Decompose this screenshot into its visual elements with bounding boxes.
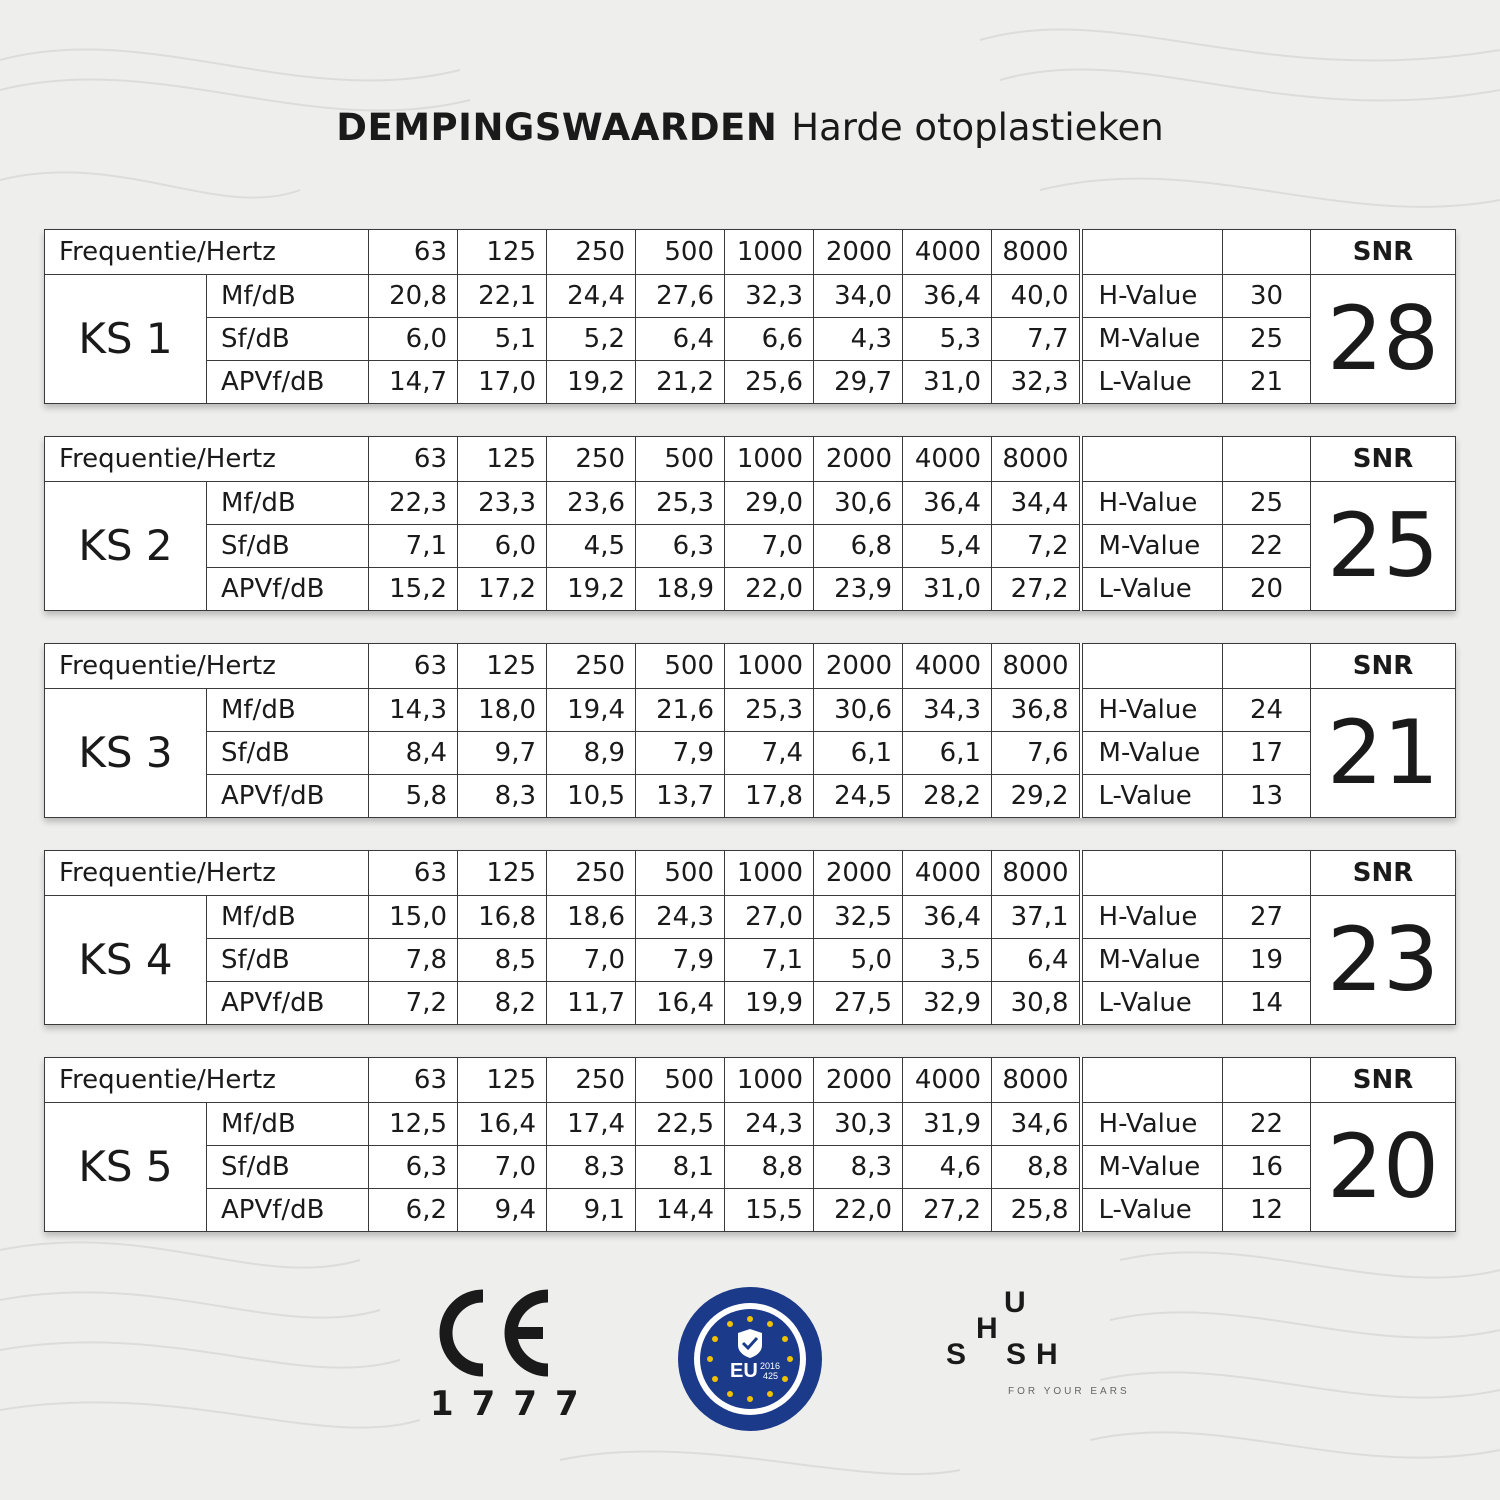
attenuation-value: 17,0 [458,361,547,404]
attenuation-table [44,1057,1456,1232]
snr-value: 23 [1311,896,1456,1025]
attenuation-value: 27,5 [814,982,903,1025]
value-label: M-Value [1081,318,1223,361]
value-num-header-blank [1223,644,1311,689]
attenuation-value: 30,3 [814,1103,903,1146]
attenuation-value: 13,7 [636,775,725,818]
snr-label: SNR [1311,644,1456,689]
snr-label: SNR [1311,1058,1456,1103]
row-label: Mf/dB [207,689,369,732]
freq-header: Frequentie/Hertz [45,644,369,689]
freq-value: 2000 [814,437,903,482]
freq-header: Frequentie/Hertz [45,230,369,275]
shush-letter: H [976,1312,998,1345]
attenuation-value: 24,3 [725,1103,814,1146]
attenuation-value: 7,6 [992,732,1081,775]
freq-value: 8000 [992,851,1081,896]
attenuation-value: 21,2 [636,361,725,404]
freq-header: Frequentie/Hertz [45,1058,369,1103]
freq-value: 63 [369,437,458,482]
row-label: Sf/dB [207,525,369,568]
attenuation-value: 31,0 [903,568,992,611]
hml-value: 30 [1223,275,1311,318]
snr-value: 21 [1311,689,1456,818]
attenuation-value: 25,8 [992,1189,1081,1232]
hml-value: 22 [1223,1103,1311,1146]
freq-value: 4000 [903,851,992,896]
attenuation-value: 8,3 [814,1146,903,1189]
freq-value: 63 [369,851,458,896]
attenuation-table [44,850,1456,1025]
row-label: Mf/dB [207,1103,369,1146]
value-label: M-Value [1081,525,1223,568]
attenuation-value: 5,8 [369,775,458,818]
row-label: Sf/dB [207,732,369,775]
attenuation-value: 30,6 [814,689,903,732]
freq-value: 250 [547,851,636,896]
freq-value: 63 [369,230,458,275]
value-label: L-Value [1081,775,1223,818]
attenuation-value: 7,7 [992,318,1081,361]
attenuation-value: 6,1 [814,732,903,775]
value-label: L-Value [1081,361,1223,404]
hml-value: 22 [1223,525,1311,568]
freq-value: 2000 [814,230,903,275]
value-label: M-Value [1081,939,1223,982]
value-header-blank [1081,437,1223,482]
page-title [0,106,1500,149]
value-label: M-Value [1081,1146,1223,1189]
hml-value: 16 [1223,1146,1311,1189]
attenuation-value: 6,0 [458,525,547,568]
attenuation-value: 21,6 [636,689,725,732]
value-num-header-blank [1223,851,1311,896]
attenuation-value: 36,8 [992,689,1081,732]
attenuation-value: 6,6 [725,318,814,361]
freq-value: 1000 [725,230,814,275]
attenuation-value: 8,2 [458,982,547,1025]
attenuation-value: 4,5 [547,525,636,568]
attenuation-value: 22,1 [458,275,547,318]
row-label: Mf/dB [207,482,369,525]
row-label: Sf/dB [207,318,369,361]
eu-ppe-badge [676,1285,824,1433]
attenuation-value: 7,0 [725,525,814,568]
attenuation-value: 14,3 [369,689,458,732]
freq-value: 125 [458,644,547,689]
attenuation-value: 7,1 [725,939,814,982]
hml-value: 13 [1223,775,1311,818]
attenuation-value: 36,4 [903,482,992,525]
row-label: Sf/dB [207,1146,369,1189]
attenuation-value: 6,4 [636,318,725,361]
ce-number: 1777 [430,1384,597,1424]
value-num-header-blank [1223,230,1311,275]
attenuation-value: 5,0 [814,939,903,982]
attenuation-value: 3,5 [903,939,992,982]
freq-value: 1000 [725,851,814,896]
attenuation-value: 8,3 [547,1146,636,1189]
attenuation-value: 25,3 [636,482,725,525]
freq-value: 4000 [903,644,992,689]
attenuation-table [44,229,1456,404]
freq-header: Frequentie/Hertz [45,851,369,896]
value-label: H-Value [1081,1103,1223,1146]
freq-value: 500 [636,1058,725,1103]
attenuation-value: 32,3 [992,361,1081,404]
row-label: APVf/dB [207,1189,369,1232]
freq-value: 2000 [814,1058,903,1103]
freq-value: 250 [547,437,636,482]
freq-value: 8000 [992,230,1081,275]
value-header-blank [1081,644,1223,689]
attenuation-value: 19,2 [547,568,636,611]
attenuation-value: 28,2 [903,775,992,818]
model-name: KS 3 [45,689,207,818]
attenuation-value: 6,0 [369,318,458,361]
freq-value: 250 [547,644,636,689]
freq-header: Frequentie/Hertz [45,437,369,482]
attenuation-value: 23,6 [547,482,636,525]
attenuation-value: 29,2 [992,775,1081,818]
attenuation-value: 18,0 [458,689,547,732]
attenuation-value: 9,7 [458,732,547,775]
model-name: KS 5 [45,1103,207,1232]
freq-value: 500 [636,644,725,689]
attenuation-value: 6,8 [814,525,903,568]
attenuation-value: 8,8 [725,1146,814,1189]
shush-letter: S [1006,1338,1027,1371]
snr-label: SNR [1311,851,1456,896]
attenuation-value: 7,0 [458,1146,547,1189]
freq-value: 4000 [903,230,992,275]
title-light: Harde otoplastieken [791,106,1164,149]
attenuation-value: 20,8 [369,275,458,318]
attenuation-value: 6,2 [369,1189,458,1232]
freq-value: 63 [369,644,458,689]
hml-value: 14 [1223,982,1311,1025]
row-label: APVf/dB [207,775,369,818]
attenuation-value: 27,2 [992,568,1081,611]
freq-value: 4000 [903,1058,992,1103]
attenuation-value: 5,2 [547,318,636,361]
model-name: KS 1 [45,275,207,404]
attenuation-value: 8,3 [458,775,547,818]
attenuation-value: 18,6 [547,896,636,939]
attenuation-value: 23,3 [458,482,547,525]
row-label: APVf/dB [207,982,369,1025]
row-label: APVf/dB [207,361,369,404]
hml-value: 12 [1223,1189,1311,1232]
snr-value: 20 [1311,1103,1456,1232]
freq-value: 63 [369,1058,458,1103]
row-label: APVf/dB [207,568,369,611]
attenuation-value: 12,5 [369,1103,458,1146]
freq-value: 1000 [725,437,814,482]
attenuation-value: 15,5 [725,1189,814,1232]
attenuation-value: 7,0 [547,939,636,982]
attenuation-value: 17,2 [458,568,547,611]
attenuation-value: 24,5 [814,775,903,818]
shush-letter: S [946,1338,967,1371]
hml-value: 24 [1223,689,1311,732]
shush-wordmark-icon [940,1286,1130,1428]
attenuation-value: 31,9 [903,1103,992,1146]
hml-value: 25 [1223,482,1311,525]
attenuation-value: 36,4 [903,896,992,939]
attenuation-value: 6,3 [636,525,725,568]
value-num-header-blank [1223,1058,1311,1103]
shush-letter: U [1004,1286,1026,1319]
attenuation-value: 34,4 [992,482,1081,525]
attenuation-value: 32,5 [814,896,903,939]
attenuation-value: 6,4 [992,939,1081,982]
attenuation-table [44,436,1456,611]
freq-value: 125 [458,230,547,275]
shush-tagline: FOR YOUR EARS [1008,1386,1130,1397]
freq-value: 8000 [992,644,1081,689]
model-name: KS 4 [45,896,207,1025]
attenuation-value: 27,0 [725,896,814,939]
attenuation-value: 16,4 [458,1103,547,1146]
value-label: H-Value [1081,689,1223,732]
attenuation-value: 6,1 [903,732,992,775]
attenuation-value: 15,0 [369,896,458,939]
row-label: Sf/dB [207,939,369,982]
freq-value: 4000 [903,437,992,482]
freq-value: 500 [636,851,725,896]
freq-value: 125 [458,1058,547,1103]
ce-logo-icon [427,1288,553,1378]
attenuation-value: 10,5 [547,775,636,818]
attenuation-value: 34,6 [992,1103,1081,1146]
attenuation-value: 32,9 [903,982,992,1025]
attenuation-value: 37,1 [992,896,1081,939]
attenuation-value: 25,3 [725,689,814,732]
attenuation-value: 30,6 [814,482,903,525]
freq-value: 250 [547,230,636,275]
attenuation-value: 14,4 [636,1189,725,1232]
attenuation-value: 7,2 [369,982,458,1025]
hml-value: 25 [1223,318,1311,361]
attenuation-value: 15,2 [369,568,458,611]
eu-badge-reg: 425 [763,1371,779,1381]
eu-badge-year: 2016 [760,1361,781,1371]
attenuation-value: 6,3 [369,1146,458,1189]
hml-value: 19 [1223,939,1311,982]
attenuation-value: 23,9 [814,568,903,611]
attenuation-value: 7,2 [992,525,1081,568]
snr-label: SNR [1311,437,1456,482]
attenuation-value: 36,4 [903,275,992,318]
value-label: H-Value [1081,482,1223,525]
attenuation-value: 9,1 [547,1189,636,1232]
value-label: H-Value [1081,896,1223,939]
hml-value: 20 [1223,568,1311,611]
value-header-blank [1081,851,1223,896]
freq-value: 250 [547,1058,636,1103]
attenuation-value: 5,1 [458,318,547,361]
attenuation-value: 19,4 [547,689,636,732]
attenuation-value: 27,6 [636,275,725,318]
attenuation-value: 7,8 [369,939,458,982]
attenuation-value: 8,8 [992,1146,1081,1189]
attenuation-value: 32,3 [725,275,814,318]
attenuation-value: 27,2 [903,1189,992,1232]
attenuation-value: 11,7 [547,982,636,1025]
snr-value: 25 [1311,482,1456,611]
attenuation-value: 16,4 [636,982,725,1025]
freq-value: 1000 [725,1058,814,1103]
freq-value: 2000 [814,644,903,689]
freq-value: 8000 [992,437,1081,482]
attenuation-value: 17,8 [725,775,814,818]
attenuation-value: 30,8 [992,982,1081,1025]
attenuation-value: 22,0 [814,1189,903,1232]
attenuation-value: 19,2 [547,361,636,404]
attenuation-value: 16,8 [458,896,547,939]
attenuation-value: 34,0 [814,275,903,318]
value-label: L-Value [1081,982,1223,1025]
attenuation-value: 8,1 [636,1146,725,1189]
shush-logo [940,1286,1130,1428]
attenuation-value: 29,7 [814,361,903,404]
ce-mark [420,1288,597,1424]
attenuation-value: 31,0 [903,361,992,404]
attenuation-value: 7,1 [369,525,458,568]
eu-badge-text: EU [730,1360,758,1382]
attenuation-value: 19,9 [725,982,814,1025]
attenuation-value: 9,4 [458,1189,547,1232]
attenuation-value: 14,7 [369,361,458,404]
attenuation-value: 8,5 [458,939,547,982]
hml-value: 21 [1223,361,1311,404]
attenuation-value: 22,3 [369,482,458,525]
value-label: M-Value [1081,732,1223,775]
attenuation-value: 17,4 [547,1103,636,1146]
attenuation-value: 18,9 [636,568,725,611]
value-header-blank [1081,230,1223,275]
attenuation-value: 24,4 [547,275,636,318]
row-label: Mf/dB [207,275,369,318]
hml-value: 27 [1223,896,1311,939]
snr-value: 28 [1311,275,1456,404]
attenuation-value: 5,3 [903,318,992,361]
freq-value: 1000 [725,644,814,689]
attenuation-value: 22,5 [636,1103,725,1146]
value-label: L-Value [1081,568,1223,611]
attenuation-value: 25,6 [725,361,814,404]
title-bold: DEMPINGSWAARDEN [336,106,778,149]
value-num-header-blank [1223,437,1311,482]
shush-letter: H [1036,1338,1058,1371]
eu-compliance-badge-icon [676,1285,824,1433]
attenuation-value: 7,4 [725,732,814,775]
attenuation-value: 8,9 [547,732,636,775]
freq-value: 500 [636,230,725,275]
attenuation-value: 40,0 [992,275,1081,318]
attenuation-value: 29,0 [725,482,814,525]
attenuation-value: 22,0 [725,568,814,611]
model-name: KS 2 [45,482,207,611]
attenuation-value: 4,6 [903,1146,992,1189]
attenuation-value: 7,9 [636,732,725,775]
value-header-blank [1081,1058,1223,1103]
attenuation-table [44,643,1456,818]
snr-label: SNR [1311,230,1456,275]
attenuation-value: 7,9 [636,939,725,982]
freq-value: 125 [458,437,547,482]
hml-value: 17 [1223,732,1311,775]
freq-value: 125 [458,851,547,896]
attenuation-value: 34,3 [903,689,992,732]
freq-value: 8000 [992,1058,1081,1103]
row-label: Mf/dB [207,896,369,939]
value-label: H-Value [1081,275,1223,318]
attenuation-value: 4,3 [814,318,903,361]
attenuation-value: 24,3 [636,896,725,939]
freq-value: 2000 [814,851,903,896]
attenuation-value: 5,4 [903,525,992,568]
attenuation-value: 8,4 [369,732,458,775]
freq-value: 500 [636,437,725,482]
value-label: L-Value [1081,1189,1223,1232]
